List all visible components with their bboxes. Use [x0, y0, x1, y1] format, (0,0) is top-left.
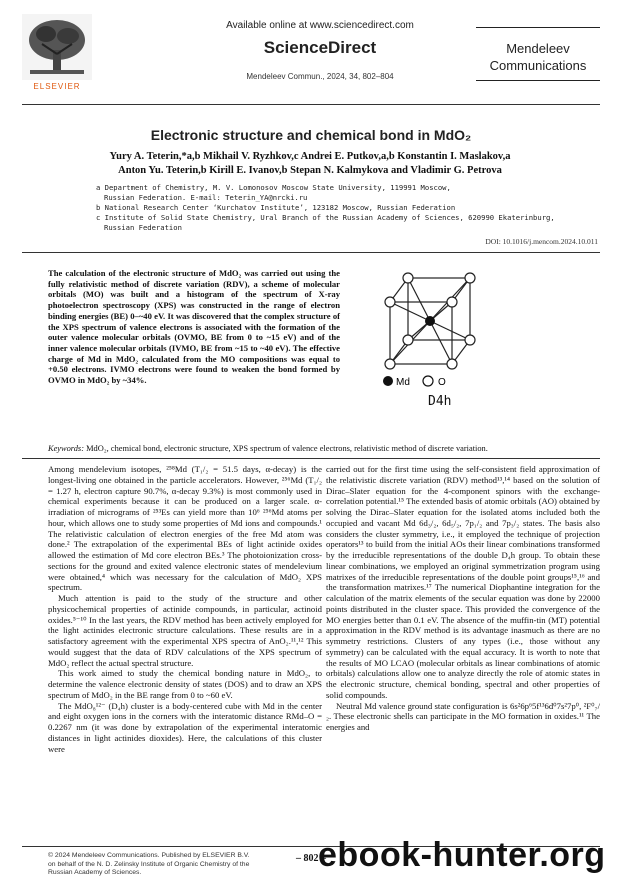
keywords-label: Keywords: — [48, 444, 84, 453]
copyright-notice — [48, 852, 308, 878]
affiliation-line: Russian Federation. E-mail: Teterin_YA@nrcki.ru — [104, 193, 308, 202]
body-paragraph: Neutral Md valence ground state configuration is 6s²6p⁶5f¹³6d⁰7s²7p⁰, ²F⁰₇/₂. These electronic shells can participate in the MO formation in oxides.¹¹ The energies and — [326, 700, 600, 732]
available-online-link[interactable]: Available online at www.sciencedirect.com — [226, 20, 414, 31]
keywords — [48, 443, 600, 454]
figure-legend — [382, 374, 502, 388]
journal-name-line2: Communications — [489, 58, 587, 73]
doi-link[interactable]: DOI: 10.1016/j.mencom.2024.10.011 — [485, 237, 598, 246]
journal-citation: Mendeleev Commun., 2024, 34, 802–804 — [246, 72, 394, 81]
journal-name — [476, 40, 600, 74]
affiliation-line: a Department of Chemistry, M. V. Lomonosov Moscow State University, 119991 Moscow, — [96, 183, 451, 192]
header-divider — [22, 104, 600, 105]
copyright-line: © 2024 Mendeleev Communications. Published by ELSEVIER B.V. — [48, 852, 250, 859]
publisher-name: ELSEVIER — [33, 82, 81, 91]
copyright-line: on behalf of the N. D. Zelinsky Institute of Organic Chemistry of the — [48, 860, 250, 868]
abstract-top-divider — [22, 252, 600, 253]
point-group-text: D4h — [428, 394, 452, 409]
body-paragraph: The MdO₈¹²⁻ (D₄h) cluster is a body-centered cube with Md in the center and eight oxygen ions in the corners with the interatomic distance RMd–O = 0.2267 nm (it was done by extrapolation of the experimental interatomic distances in light actinides dioxides). Here, the calculations of this cluster were — [48, 700, 322, 754]
elsevier-tree-logo — [22, 14, 92, 80]
body-paragraph: This work aimed to study the chemical bonding nature in MdO₂, to determine the valence electronic density of states (DOS) and to draw an XPS spectrum of MdO₂ in the BE range from 0 to ~60 eV. — [48, 668, 322, 700]
affiliations — [96, 183, 596, 233]
authors-line-2: Anton Yu. Teterin,b Kirill E. Ivanov,b Stepan N. Kalmykova and Vladimir G. Petrova — [118, 165, 502, 176]
body-paragraph: Among mendelevium isotopes, ²⁵⁸Md (T₁/₂ = 51.5 days, α-decay) is the longest-living one obtained in the particle accelerators. However, ²⁵⁶Md (T₁/₂ = 1.27 h, electron capture 90.7%, α-decay 9.3%) is most commonly used in chemical experiments because it can be produced on a larger scale. α-irradiation of micrograms of ²⁵³Es can yield more than 10⁶ ²⁵⁶Md atoms per hour, which allows one to study some properties of Md ions and compounds.¹ The relativistic calculation of electron energies of the free Md atom was done.² The extrapolation of the experimental BEs of light actinide oxides allowed the estimation of Md core electron BEs.³ The photoionization cross-sections for the ground and exited valence electronic states of mendelevium were obtained,⁴ which was necessary for the calculation of MdO₂ XPS spectrum. — [48, 464, 322, 593]
body-paragraph: carried out for the first time using the self-consistent field approximation of the relativistic discrete variation (RDV) method¹³,¹⁴ based on the solution of Dirac–Slater equation for the 4-component spinors with the exchange-correlation potential.¹⁵ The extended basis of atomic orbitals (AO) obtained by solving the Dirac–Slater equation for the isolated atoms included both the occupied and vacant Md 6d₃/₂, 6d₅/₂, 7p₁/₂ and 7p₃/₂ states. The basis also considers the cluster symmetry, i.e., it employed the technique of projection operators¹³ to build from the initial AOs their linear combinations transformed by the irreducible representations of the double D₄h group. To obtain these linear combinations, we employed an original symmetrization program using matrixes of the irreducible representations of the double point groups¹⁵,¹⁶ and the transformation matrixes.¹⁷ The numerical Diophantine integration for the calculation of the matrix elements of the secular equation was done by 22000 points distributed in the cluster space. This provided the convergence of the MO energies better than 0.1 eV. The absence of the muffin-tin (MT) potential approximation in the RDV method is its advantage inasmuch as there are no symmetry restrictions. Clusters of any types (i.e., those without any symmetry) can be calculated with the equal accuracy. It is worth to note that the results of MO LCAO (molecular orbitals as linear combinations of atomic orbitals) calculations allow one to analyze directly the role of atomic states in the electronic structure, chemical bonding, spectral and other properties of solid compounds. — [326, 464, 600, 700]
article-title: Electronic structure and chemical bond in MdO₂ — [150, 127, 472, 143]
page-number: – 802 – — [296, 853, 326, 864]
keywords-text: MdO₂, chemical bond, electronic structure, XPS spectrum of valence electrons, relativistic method of discrete variation. — [86, 444, 488, 453]
body-column-right — [326, 464, 600, 733]
affiliation-line: Russian Federation — [104, 223, 182, 232]
mdo8-cluster-figure — [380, 272, 500, 384]
o-atom-marker — [423, 376, 433, 386]
sciencedirect-wordmark: ScienceDirect — [263, 38, 377, 57]
body-column-left — [48, 464, 322, 754]
md-atom-marker — [383, 376, 393, 386]
body-paragraph: Much attention is paid to the study of the structure and other physicochemical properties of actinide compounds, in particular, actinoid oxides.⁵⁻¹⁰ In the last years, the RDV method has been actively employed for the light actinides electronic structure calculations. These results are in a satisfactory agreement with the experimental XPS spectra of AnO₂.¹¹,¹² This would suggest that the data of RDV calculations of the XPS spectrum of MdO₂ reflect the actual spectral structure. — [48, 593, 322, 668]
authors-line-1: Yury A. Teterin,*a,b Mikhail V. Ryzhkov,c Andrei E. Putkov,a,b Konstantin I. Maslakov,a — [109, 151, 511, 162]
point-group-label — [428, 394, 468, 409]
legend-md-label: Md — [396, 377, 410, 388]
author-list — [90, 150, 530, 178]
watermark-text: ebook-hunter.org — [318, 836, 606, 874]
abstract-text: The calculation of the electronic structure of MdO₂ was carried out using the fully relativistic method of discrete variation (RDV), a scheme of molecular orbitals (MO) was built and a histogram of the spectrum of X-ray photoelectron spectroscopy (XPS) was constructed in the range of electron binding energies (BE) 0–~40 eV. It was discovered that the complex structure of the XPS spectrum of valence electrons is associated with the formation of the outer valence molecular orbitals (OVMO, BE from 0 to ~15 eV) and of the inner valence molecular orbitals (IVMO, BE from ~15 to ~40 eV). The effective charge of Md in MdO₂ calculated from the MO compositions was equal to +0.50 electrons. IVMO electrons were found to weaken the bond formed by OVMO in MdO₂ by ~34%. — [48, 268, 340, 386]
legend-o-label: O — [438, 377, 446, 388]
affiliation-line: c Institute of Solid State Chemistry, Ural Branch of the Russian Academy of Sciences, 620990 Ekaterinburg, — [96, 213, 555, 222]
abstract-bottom-divider — [22, 458, 600, 459]
affiliation-line: b National Research Center ‘Kurchatov Institute’, 123182 Moscow, Russian Federation — [96, 203, 456, 212]
copyright-line: Russian Academy of Sciences. — [48, 869, 142, 876]
journal-name-line1: Mendeleev — [506, 41, 570, 56]
